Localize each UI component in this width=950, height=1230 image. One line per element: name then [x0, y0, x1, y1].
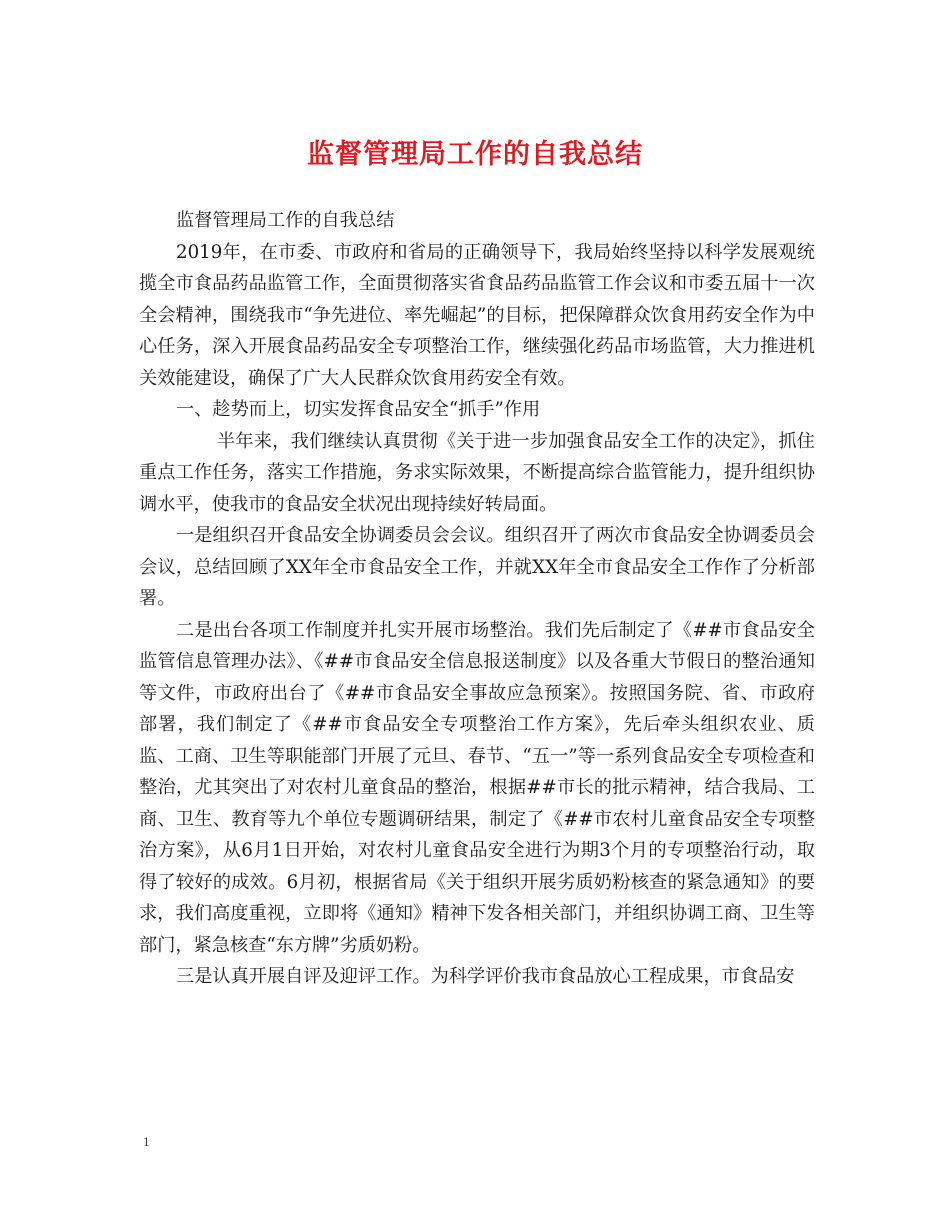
section-heading-1: 一、趁势而上，切实发挥食品安全“抓手”作用 — [176, 399, 541, 420]
paragraph-intro: 2019年，在市委、市政府和省局的正确领导下，我局始终坚持以科学发展观统揽全市食品药品监管工作，全面贯彻落实省食品药品监管工作会议和市委五届十一次全会精神，围绕我市“争先进位、率先崛起”的目标，把保障群众饮食用药安全作为中心任务，深入开展食品药品安全专项整治工作，继续强化药品市场监管，大力推进机关效能建设，确保了广大人民群众饮食用药安全有效。 — [139, 241, 815, 389]
paragraph-item-1: 一是组织召开食品安全协调委员会会议。组织召开了两次市食品安全协调委员会会议，总结回顾了XX年全市食品安全工作，并就XX年全市食品安全工作作了分析部署。 — [139, 525, 815, 609]
paragraph-item-2: 二是出台各项工作制度并扎实开展市场整治。我们先后制定了《##市食品安全监管信息管理办法》、《##市食品安全信息报送制度》以及各重大节假日的整治通知等文件，市政府出台了《##市食品安全事故应急预案》。按照国务院、省、市政府部署，我们制定了《##市食品安全专项整治工作方案》，先后牵头组织农业、质监、工商、卫生等职能部门开展了元旦、春节、“五一”等一系列食品安全专项检查和整治，尤其突出了对农村儿童食品的整治，根据##市长的批示精神，结合我局、工商、卫生、教育等九个单位专题调研结果，制定了《##市农村儿童食品安全专项整治方案》，从6月1日开始，对农村儿童食品安全进行为期3个月的专项整治行动，取得了较好的成效。6月初，根据省局《关于组织开展劣质奶粉核查的紧急通知》的要求，我们高度重视，立即将《通知》精神下发各相关部门，并组织协调工商、卫生等部门，紧急核查“东方牌”劣质奶粉。 — [139, 619, 815, 956]
document-title: 监督管理局工作的自我总结 — [307, 139, 643, 170]
paragraph-half-year: 半年来，我们继续认真贯彻《关于进一步加强食品安全工作的决定》，抓住重点工作任务，落实工作措施，务求实际效果，不断提高综合监管能力，提升组织协调水平，使我市的食品安全状况出现持续好转局面。 — [139, 430, 815, 515]
paragraph-item-3: 三是认真开展自评及迎评工作。为科学评价我市食品放心工程成果，市食品安 — [176, 966, 795, 987]
document-body — [139, 205, 815, 993]
page-number: 1 — [143, 1134, 150, 1149]
paragraph-heading: 监督管理局工作的自我总结 — [176, 210, 395, 231]
